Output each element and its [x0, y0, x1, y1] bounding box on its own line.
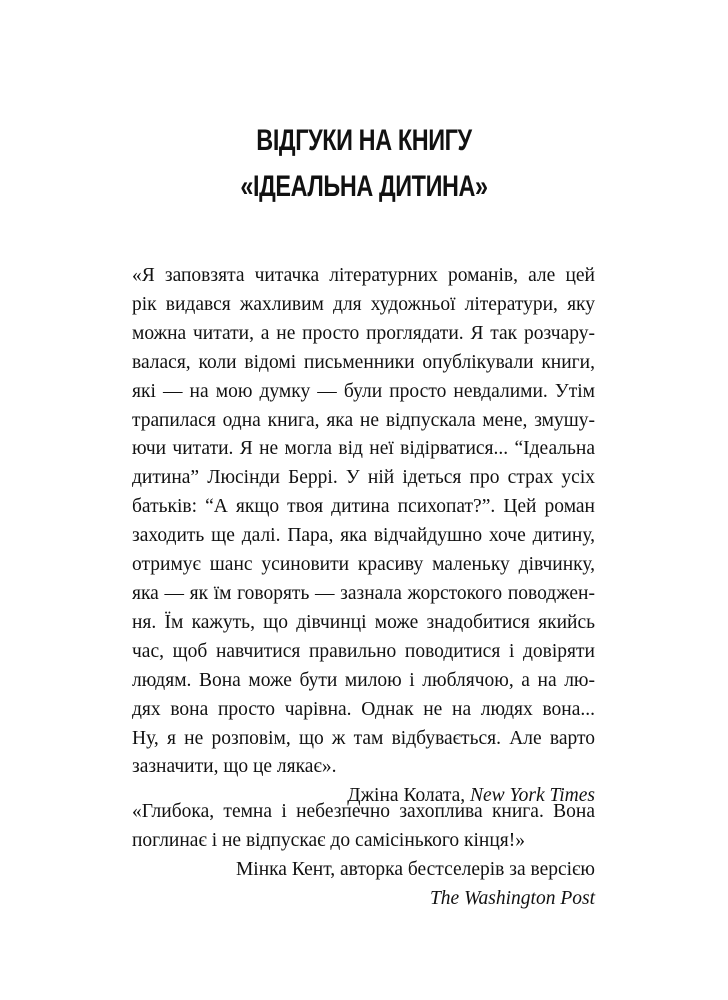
- quote-line: час, щоб навчитися правильно поводитися і довіряти: [132, 640, 595, 662]
- quote-line: дитина” Люсінди Беррі. У ній ідеться про страх усіх: [132, 467, 595, 489]
- quote-line: рік видався жахливим для художньої літератури, яку: [132, 293, 595, 315]
- quote-line: «Глибока, темна і небезпечно захоплива книга. Вона: [132, 801, 595, 822]
- quote-line: «Я заповзята читачка літературних романів, але цей: [132, 265, 595, 286]
- review-quote: [132, 798, 595, 914]
- quote-line: батьків: “А якщо твоя дитина психопат?”. Цей роман: [132, 496, 595, 518]
- quote-line: можна читати, а не просто проглядати. Я так розчару-: [132, 322, 595, 344]
- title-line-1: ВІДГУКИ НА КНИГУ: [256, 124, 472, 157]
- quote-line: ючи читати. Я не могла від неї відірватися... “Ідеальна: [132, 438, 595, 460]
- quote-line: яка — як їм говорять — зазнала жорстокого поводжен-: [132, 582, 595, 604]
- title-line-2: «ІДЕАЛЬНА ДИТИНА»: [240, 170, 488, 203]
- quote-line: дях вона просто чарівна. Однак не на людях вона...: [132, 698, 595, 720]
- quote-line: заходить ще далі. Пара, яка відчайдушно хоче дитину,: [132, 525, 595, 547]
- quote-line: валася, коли відомі письменники опублікували книги,: [132, 351, 595, 373]
- review-author: Мінка Кент, авторка бестселерів за версією: [235, 858, 595, 880]
- quote-line: зазначити, що це лякає».: [132, 756, 337, 778]
- quote-line: трапилася одна книга, яка не відпускала мене, змушу-: [132, 409, 595, 431]
- quote-line: які — на мою думку — були просто невдалими. Утім: [132, 380, 595, 402]
- quote-line: поглинає і не відпускає до самісінького кінця!»: [132, 829, 526, 851]
- review-source: The Washington Post: [429, 887, 595, 909]
- quote-line: людям. Вона може бути милою і люблячою, а на лю-: [132, 669, 595, 691]
- quote-line: отримує шанс усиновити красиву маленьку дівчинку,: [132, 554, 595, 576]
- quote-line: Ну, я не розповім, що ж там відбувається. Але варто: [132, 727, 595, 749]
- review-source: New York Times: [470, 785, 595, 807]
- page-title: [80, 118, 648, 210]
- quote-line: ня. Їм кажуть, що дівчинці може знадобитися якийсь: [132, 611, 595, 633]
- review-author: Джіна Колата,: [347, 785, 471, 807]
- review-quote: [132, 262, 595, 811]
